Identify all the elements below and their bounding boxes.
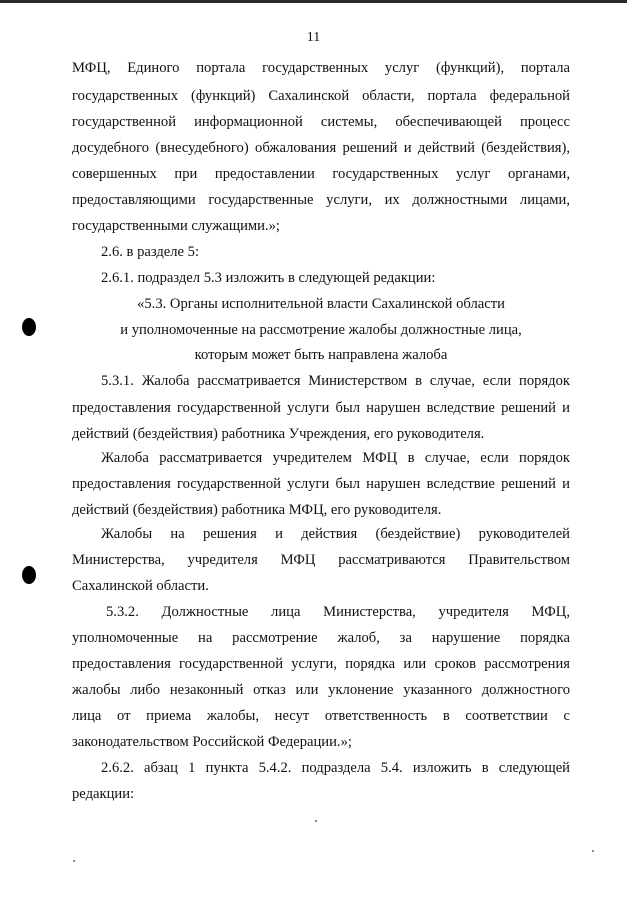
text-line: предоставления государственной услуги был нарушен вследствие решений и — [72, 476, 570, 492]
text-line: Жалоба рассматривается учредителем МФЦ в случае, если порядок — [101, 450, 570, 466]
text-line: государственных (функций) Сахалинской области, портала федеральной — [72, 88, 570, 104]
text-line: 2.6.2. абзац 1 пункта 5.4.2. подраздела 5.4. изложить в следующей — [101, 760, 570, 776]
text-line: МФЦ, Единого портала государственных услуг (функций), портала — [72, 60, 570, 76]
section-heading-line: «5.3. Органы исполнительной власти Сахалинской области — [137, 296, 505, 312]
text-line: законодательством Российской Федерации.»; — [72, 734, 352, 750]
scan-speck — [315, 820, 317, 822]
page-top-border — [0, 0, 627, 3]
text-line: 2.6. в разделе 5: — [101, 244, 200, 260]
text-line: действий (бездействия) работника МФЦ, его руководителя. — [72, 502, 442, 518]
text-line: действий (бездействия) работника Учреждения, его руководителя. — [72, 426, 485, 442]
text-line: Сахалинской области. — [72, 578, 209, 594]
text-line: предоставления государственной услуги, порядка или сроков рассмотрения — [72, 656, 570, 672]
punch-hole-top — [22, 318, 36, 336]
section-heading-line: которым может быть направлена жалоба — [194, 347, 448, 363]
text-line: Жалобы на решения и действия (бездействие) руководителей — [101, 526, 570, 542]
text-line: государственными служащими.»; — [72, 218, 280, 234]
text-line: предоставления государственной услуги был нарушен вследствие решений и — [72, 400, 570, 416]
text-line: предоставляющими государственные услуги, их должностными лицами, — [72, 192, 570, 208]
text-line: совершенных при предоставлении государственных услуг органами, — [72, 166, 570, 182]
text-line: 2.6.1. подраздел 5.3 изложить в следующей редакции: — [101, 270, 436, 286]
page-number: 11 — [306, 30, 321, 45]
text-line: 5.3.1. Жалоба рассматривается Министерством в случае, если порядок — [101, 373, 570, 389]
text-line: Министерства, учредителя МФЦ рассматриваются Правительством — [72, 552, 570, 568]
punch-hole-bottom — [22, 566, 36, 584]
text-line: 5.3.2. Должностные лица Министерства, учредителя МФЦ, — [106, 604, 570, 620]
section-heading-line: и уполномоченные на рассмотрение жалобы должностные лица, — [120, 322, 522, 338]
text-line: уполномоченные на рассмотрение жалоб, за нарушение порядка — [72, 630, 570, 646]
text-line: досудебного (внесудебного) обжалования решений и действий (бездействия), — [72, 140, 570, 156]
text-line: лица от приема жалобы, несут ответственность в соответствии с — [72, 708, 570, 724]
text-line: государственной информационной системы, обеспечивающей процесс — [72, 114, 570, 130]
scan-speck — [73, 860, 75, 862]
scan-speck — [592, 850, 594, 852]
text-line: редакции: — [72, 786, 135, 802]
text-line: жалобы либо незаконный отказ или уклонение указанного должностного — [72, 682, 570, 698]
